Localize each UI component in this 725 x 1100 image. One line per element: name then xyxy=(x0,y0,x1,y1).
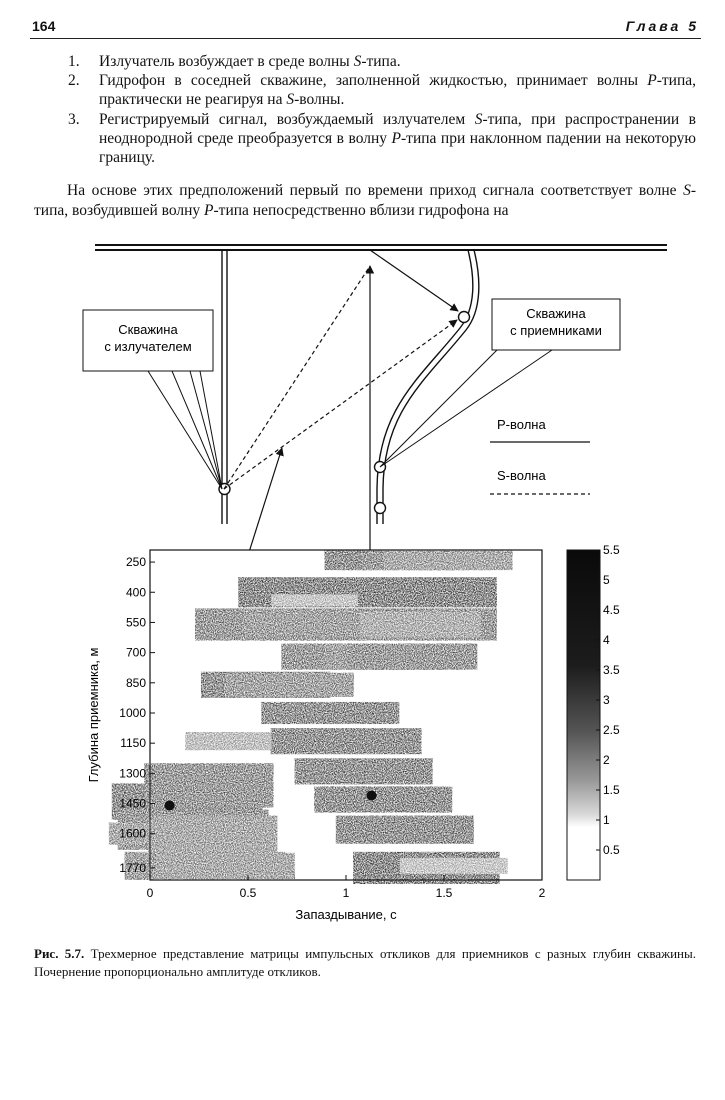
colorbar-tick-label: 2 xyxy=(603,753,610,767)
response-blob xyxy=(243,610,364,636)
list-item-text: Гидрофон в соседней скважине, заполненной жидкостью, принимает волны P-типа, практически не реагируя на S-волны. xyxy=(99,72,696,109)
colorbar-tick-label: 3 xyxy=(603,693,610,707)
y-tick-label: 550 xyxy=(125,615,146,630)
colorbar-scale xyxy=(567,550,600,880)
response-blob xyxy=(271,728,422,754)
y-tick-label: 850 xyxy=(125,675,146,690)
colorbar-tick-label: 0.5 xyxy=(603,843,620,857)
list-item xyxy=(68,71,696,109)
list-item-number: 1. xyxy=(68,53,80,70)
colorbar-tick-label: 5 xyxy=(603,573,610,587)
colorbar-tick-label: 4 xyxy=(603,633,610,647)
arrival-marker xyxy=(366,790,376,800)
y-tick-label: 700 xyxy=(125,645,146,660)
list-item xyxy=(68,110,696,168)
colorbar-tick-label: 3.5 xyxy=(603,663,620,677)
caption-label: Рис. 5.7. xyxy=(34,946,85,961)
colorbar-tick-label: 1 xyxy=(603,813,610,827)
list-item-number: 3. xyxy=(68,110,80,128)
y-tick-label: 1150 xyxy=(120,736,146,751)
response-blob xyxy=(224,673,353,697)
arrival-marker xyxy=(165,801,175,811)
ground-surface xyxy=(95,245,667,250)
list-item-number: 2. xyxy=(68,72,80,90)
figure-caption xyxy=(34,945,696,981)
response-blob xyxy=(360,611,481,637)
x-tick-label: 2 xyxy=(538,886,546,900)
page-number: 164 xyxy=(32,18,56,34)
legend-s-wave: S-волна xyxy=(497,468,546,483)
emitter-callout xyxy=(83,310,222,489)
response-blob xyxy=(261,702,399,724)
receiver-label-line2: с приемниками xyxy=(510,323,602,338)
list-item-text: Излучатель возбуждает в среде волны S-типа. xyxy=(99,53,401,70)
y-tick-label: 1770 xyxy=(119,860,146,875)
receiver-marker-lower xyxy=(375,503,386,514)
response-blob xyxy=(272,594,358,606)
chapter-title: Глава 5 xyxy=(625,18,699,34)
y-tick-label: 250 xyxy=(125,555,146,570)
receiver-well xyxy=(377,250,479,524)
colorbar-tick-label: 2.5 xyxy=(603,723,620,737)
legend-p-wave: P-волна xyxy=(497,417,546,432)
y-tick-label: 1000 xyxy=(119,705,146,720)
y-tick-label: 400 xyxy=(125,585,146,600)
colorbar-tick-label: 4.5 xyxy=(603,603,620,617)
y-axis-label: Глубина приемника, м xyxy=(86,647,101,783)
figure-5-7 xyxy=(0,238,725,938)
colorbar-tick-label: 1.5 xyxy=(603,783,620,797)
response-blob xyxy=(144,763,273,807)
y-tick-label: 1300 xyxy=(119,766,146,781)
list-item-text: Регистрируемый сигнал, возбуждаемый излучателем S-типа, при распространении в неоднородной среде преобразуется в волну P-типа при наклонном падении на некоторую границу. xyxy=(99,110,696,167)
list-item xyxy=(68,52,696,71)
y-tick-label: 1600 xyxy=(119,826,146,841)
response-blob xyxy=(348,644,477,670)
heatmap-plot xyxy=(86,550,546,922)
wave-legend xyxy=(490,417,590,494)
x-tick-label: 0 xyxy=(146,886,154,900)
colorbar xyxy=(567,543,620,880)
response-blob xyxy=(336,816,474,844)
x-axis-label: Запаздывание, с xyxy=(295,907,397,922)
response-blob xyxy=(185,732,271,750)
response-blob xyxy=(314,786,452,812)
response-blob xyxy=(295,758,433,784)
response-blob xyxy=(166,853,295,879)
emitter-label-line2: с излучателем xyxy=(104,339,192,354)
body-paragraph: На основе этих предположений первый по времени приход сигнала соответствует волне S-типа, возбудившей волну P-типа непосредственно вблизи гидрофона на xyxy=(34,182,696,219)
response-blob xyxy=(383,550,512,570)
s-wave-paths xyxy=(224,266,457,489)
header-rule xyxy=(30,38,701,39)
x-tick-label: 0.5 xyxy=(239,886,257,900)
caption-text: Трехмерное представление матрицы импульсных откликов для приемников с разных глубин скважины. Почернение пропорционально амплитуде откликов. xyxy=(34,946,696,979)
assumption-list xyxy=(68,52,696,167)
response-blob xyxy=(400,858,508,874)
emitter-label-line1: Скважина xyxy=(118,322,178,337)
x-tick-label: 1 xyxy=(342,886,350,900)
x-tick-label: 1.5 xyxy=(435,886,453,900)
colorbar-tick-label: 5.5 xyxy=(603,543,620,557)
y-tick-label: 1450 xyxy=(119,796,146,811)
receiver-marker-upper xyxy=(459,312,470,323)
receiver-label-line1: Скважина xyxy=(526,306,586,321)
